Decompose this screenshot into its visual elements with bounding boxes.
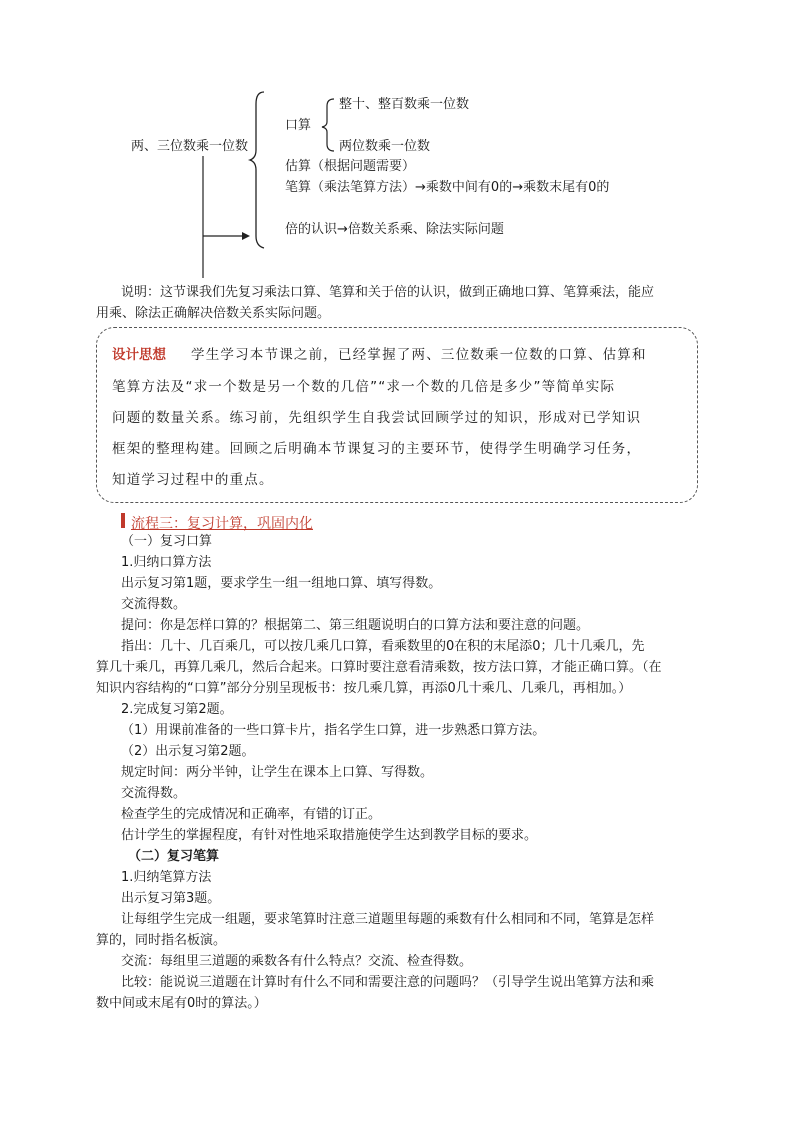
body-line: 知识内容结构的“口算”部分分别呈现板书：按几乘几算，再添0几十乘几、几乘几，再相加。）: [96, 681, 632, 696]
design-line-4: 框架的整理构建。回顾之后明确本节课复习的主要环节，使得学生明确学习任务，: [112, 441, 642, 457]
body-line: （二）复习笔算: [128, 849, 220, 864]
body-line: 1.归纳笔算方法: [121, 870, 212, 885]
body-line: 算的，同时指名板演。: [96, 933, 227, 948]
explanation-line-2: 用乘、除法正确解决倍数关系实际问题。: [96, 306, 331, 321]
design-line-1: [112, 347, 647, 363]
written-step2: 乘数末尾有0的: [523, 180, 610, 195]
design-line-2: 笔算方法及“求一个数是另一个数的几倍”“求一个数的几倍是多少”等简单实际: [112, 379, 616, 395]
body-line: 提问：你是怎样口算的？根据第二、第三组题说明白的口算方法和要注意的问题。: [121, 618, 590, 633]
body-line: 比较：能说说三道题在计算时有什么不同和需要注意的问题吗？（引导学生说出笔算方法和乘: [121, 975, 655, 990]
body-line: 估计学生的掌握程度，有针对性地采取措施使学生达到教学目标的要求。: [121, 828, 538, 843]
body-line: 检查学生的完成情况和正确率，有错的订正。: [121, 807, 382, 822]
body-line: 出示复习第3题。: [121, 891, 221, 906]
design-line-3: 问题的数量关系。练习前，先组织学生自我尝试回顾学过的知识，形成对已学知识: [112, 410, 642, 426]
body-line: 数中间或末尾有0时的算法。）: [96, 996, 267, 1011]
diagram-oral: 口算: [285, 118, 312, 133]
diagram-multiple: [285, 222, 504, 238]
big-brace: [250, 92, 264, 248]
written-label: 笔算（乘法笔算方法）: [285, 180, 416, 195]
diagram-written: [285, 180, 609, 196]
multiple-label: 倍的认识: [285, 222, 338, 237]
design-label: 设计思想: [112, 347, 166, 363]
body-line: （2）出示复习第2题。: [121, 744, 255, 759]
body-line: 算几十乘几，再算几乘几，然后合起来。口算时要注意看清乘数，按方法口算，才能正确口算。（在: [96, 660, 662, 675]
diagram-estimate: 估算（根据问题需要）: [285, 159, 416, 174]
body-line: 交流得数。: [121, 786, 187, 801]
section-title: 流程三：复习计算，巩固内化: [131, 516, 313, 532]
body-line: 交流得数。: [121, 597, 187, 612]
body-line: 2.完成复习第2题。: [121, 702, 233, 717]
small-brace: [322, 99, 334, 151]
body-line: 让每组学生完成一组题，要求笔算时注意三道题里每题的乘数有什么相同和不同，笔算是怎样: [121, 912, 655, 927]
body-line: 出示复习第1题，要求学生一组一组地口算、填写得数。: [121, 576, 442, 591]
body-line: 指出：几十、几百乘几，可以按几乘几口算，看乘数里的0在积的末尾添0；几十几乘几，先: [121, 639, 645, 654]
arrow-glyph: →: [415, 180, 426, 195]
diagram-oral-sub2: 两位数乘一位数: [339, 139, 431, 154]
arrow-glyph: →: [337, 222, 348, 237]
multiple-step: 倍数关系乘、除法实际问题: [347, 222, 504, 237]
body-line: （一）复习口算: [121, 534, 213, 549]
section-marker: [121, 513, 125, 528]
written-step1: 乘数中间有0的: [425, 180, 513, 195]
arrow-head: [242, 232, 250, 240]
diagram-oral-sub1: 整十、整百数乘一位数: [339, 97, 470, 112]
explanation-line-1: 说明：这节课我们先复习乘法口算、笔算和关于倍的认识，做到正确地口算、笔算乘法，能应: [121, 285, 655, 300]
arrow-glyph: →: [512, 180, 524, 195]
design-line-5: 知道学习过程中的重点。: [112, 472, 274, 488]
body-line: 1.归纳口算方法: [121, 555, 212, 570]
design-text-first: 学生学习本节课之前，已经掌握了两、三位数乘一位数的口算、估算和: [191, 347, 647, 363]
body-line: 规定时间：两分半钟，让学生在课本上口算、写得数。: [121, 765, 434, 780]
body-line: 交流：每组里三道题的乘数各有什么特点？交流、检查得数。: [121, 954, 473, 969]
body-line: （1）用课前准备的一些口算卡片，指名学生口算，进一步熟悉口算方法。: [121, 723, 546, 738]
diagram-root: 两、三位数乘一位数: [131, 139, 249, 154]
